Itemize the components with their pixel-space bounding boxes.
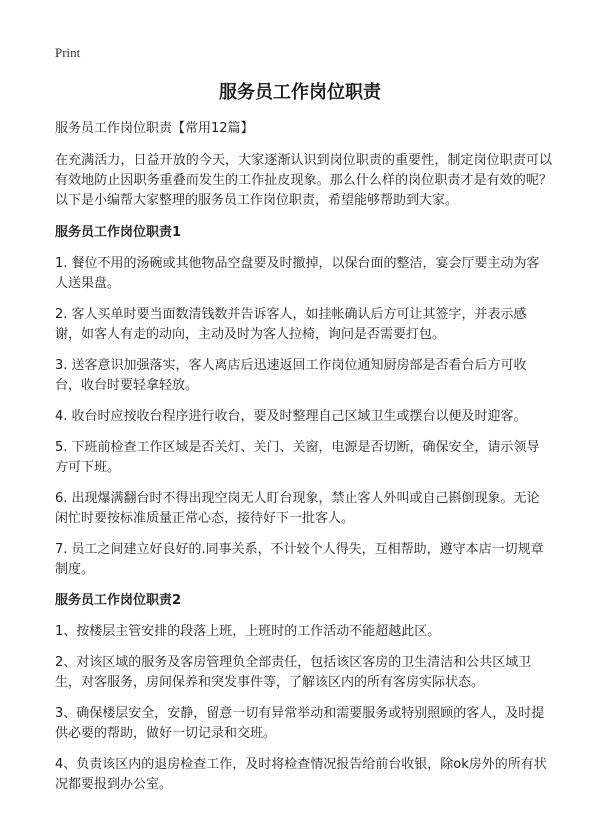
list-item: 2、对该区域的服务及客房管理负全部责任，包括该区客房的卫生清洁和公共区域卫生，对客服务，房间保养和突发事件等，了解该区内的所有客房实际状态。 bbox=[55, 655, 532, 690]
section-heading-2: 服务员工作岗位职责2 bbox=[55, 593, 182, 608]
list-item: 3、确保楼层安全，安静，留意一切有异常举动和需要服务或特别照顾的客人，及时提供必要的帮助，做好一切记录和交班。 bbox=[55, 706, 545, 741]
page-title: 服务员工作岗位职责 bbox=[219, 82, 381, 103]
list-item: 4、负责该区内的退房检查工作，及时将检查情况报告给前台收银，除ok房外的所有状况都要报到办公室。 bbox=[55, 757, 547, 792]
list-item: 7. 员工之间建立好良好的.同事关系，不计较个人得失，互相帮助，遵守本店一切规章制度。 bbox=[55, 542, 544, 577]
article-subtitle: 服务员工作岗位职责【常用12篇】 bbox=[55, 121, 254, 136]
list-item: 6. 出现爆满翻台时不得出现空岗无人盯台现象，禁止客人外叫或自己斟倒现象。无论闲忙时要按标准质量正常心态，接待好下一批客人。 bbox=[55, 491, 540, 526]
print-link[interactable]: Print bbox=[55, 45, 81, 60]
list-item: 2. 客人买单时要当面数清钱数并告诉客人，如挂帐确认后方可让其签字，并表示感谢，如客人有走的动向，主动及时为客人拉椅，询问是否需要打包。 bbox=[55, 307, 527, 342]
list-item: 1. 餐位不用的汤碗或其他物品空盘要及时撤掉，以保台面的整洁，宴会厅要主动为客人送果盘。 bbox=[55, 256, 540, 291]
intro-paragraph: 在充满活力，日益开放的今天，大家逐渐认识到岗位职责的重要性，制定岗位职责可以有效地防止因职务重叠而发生的工作扯皮现象。那么什么样的岗位职责才是有效的呢？以下是小编帮大家整理的服务员工作岗位职责，希望能够帮助到大家。 bbox=[55, 153, 552, 208]
list-item: 3. 送客意识加强落实，客人离店后迅速返回工作岗位通知厨房部是否看台后方可收台，收台时要轻拿轻放。 bbox=[55, 358, 527, 393]
article-body bbox=[55, 119, 552, 806]
list-item: 4. 收台时应按收台程序进行收台，要及时整理自己区域卫生或摆台以便及时迎客。 bbox=[55, 409, 527, 424]
list-item: 1、按楼层主管安排的段落上班，上班时的工作活动不能超越此区。 bbox=[55, 624, 441, 639]
list-item: 5. 下班前检查工作区域是否关灯、关门、关窗，电源是否切断，确保安全，请示领导方可下班。 bbox=[55, 440, 540, 475]
section-heading-1: 服务员工作岗位职责1 bbox=[55, 225, 182, 240]
